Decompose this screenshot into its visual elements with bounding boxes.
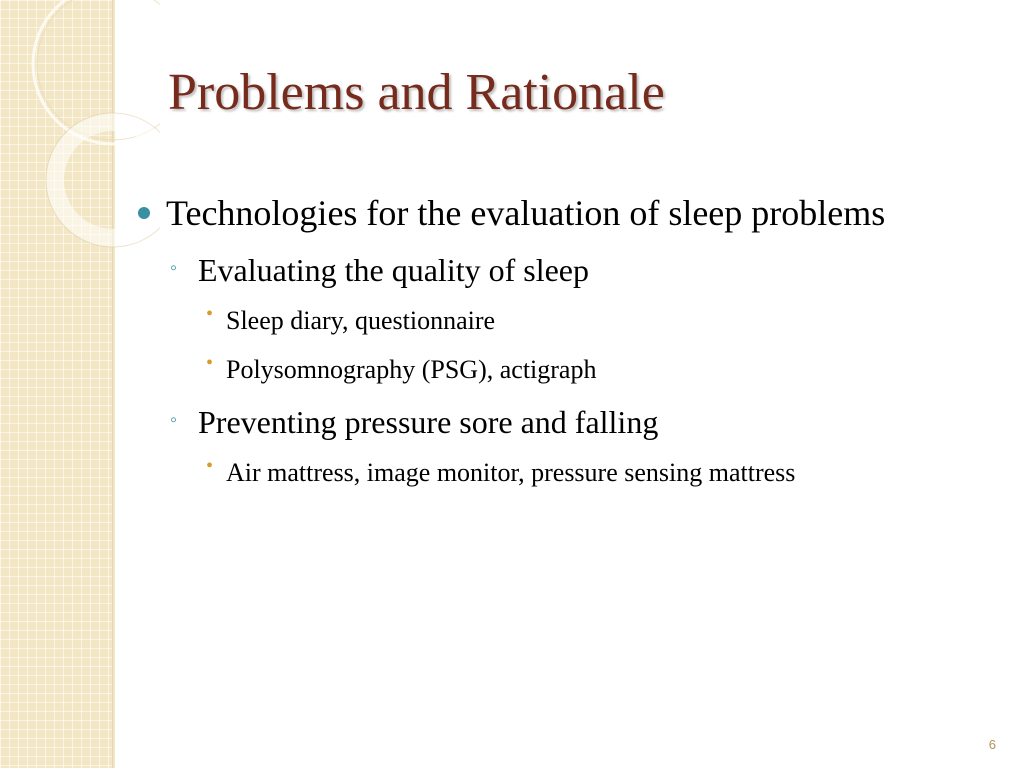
slide-content — [130, 186, 1000, 495]
bullet-level3-text: Polysomnography (PSG), actigraph — [226, 354, 597, 384]
small-dot-bullet-icon: • — [206, 351, 214, 374]
hollow-circle-bullet-icon: ◦ — [170, 408, 178, 431]
slide-title: Problems and Rationale — [168, 64, 665, 121]
bullet-level3-text: Air mattress, image monitor, pressure sensing mattress — [226, 457, 796, 487]
bullet-level3-item — [198, 349, 1000, 392]
filled-circle-bullet-icon — [138, 207, 150, 219]
bullet-level3-text: Sleep diary, questionnaire — [226, 306, 496, 335]
small-dot-bullet-icon: • — [206, 303, 214, 325]
bullet-level1-text: Technologies for the evaluation of sleep problems — [166, 193, 886, 233]
bullet-level3-item — [198, 300, 1000, 343]
small-dot-bullet-icon: • — [206, 454, 214, 477]
bullet-level2-text: Evaluating the quality of sleep — [198, 252, 589, 288]
bullet-level2-quality — [166, 246, 1000, 294]
page-number: 6 — [988, 737, 996, 752]
bullet-level3-item — [198, 452, 1000, 495]
bullet-level1 — [130, 186, 1000, 240]
hollow-circle-bullet-icon: ◦ — [170, 257, 178, 279]
bullet-level2-text: Preventing pressure sore and falling — [198, 403, 659, 440]
bullet-level2-pressure — [166, 398, 1000, 446]
